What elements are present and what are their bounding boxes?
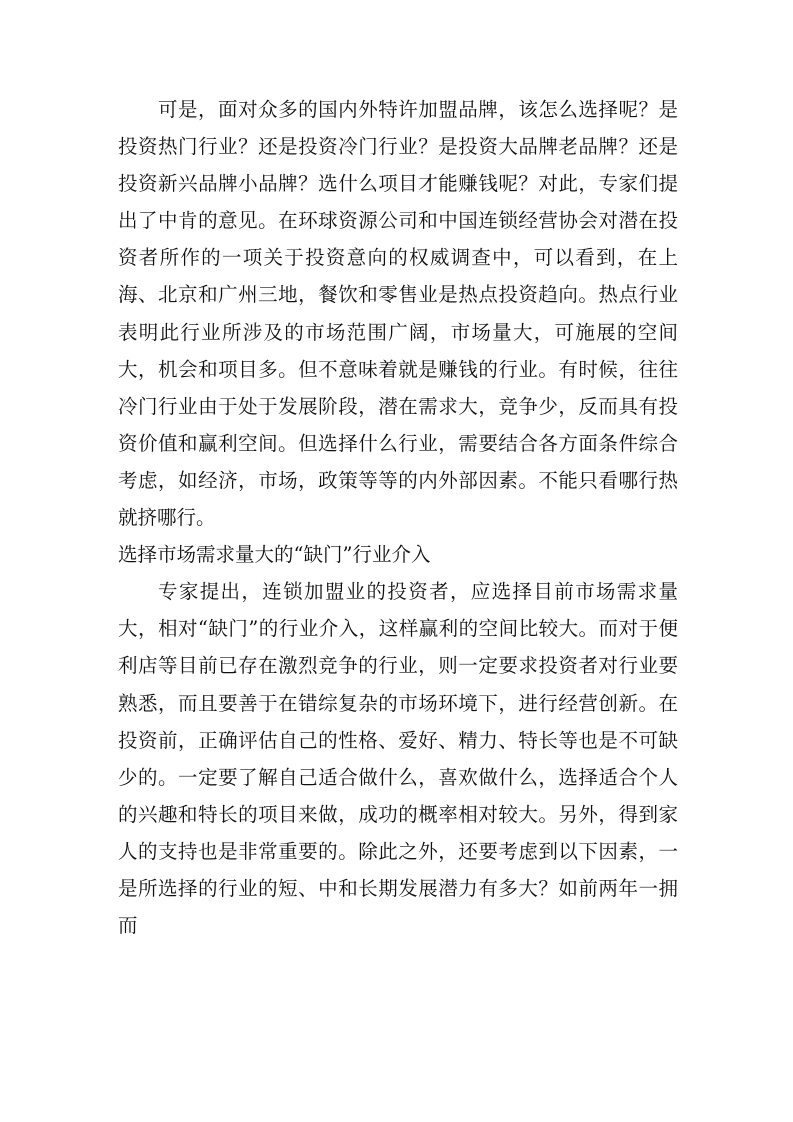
body-paragraph-2: 专家提出，连锁加盟业的投资者，应选择目前市场需求量大，相对“缺门”的行业介入，这样赢利的空间比较大。而对于便利店等目前已存在激烈竞争的行业，则一定要求投资者对行业要熟悉，而且要善于在错综复杂的市场环境下，进行经营创新。在投资前，正确评估自己的性格、爱好、精力、特长等也是不可缺少的。一定要了解自己适合做什么，喜欢做什么，选择适合个人的兴趣和特长的项目来做，成功的概率相对较大。另外，得到家人的支持也是非常重要的。除此之外，还要考虑到以下因素，一是所选择的行业的短、中和长期发展潜力有多大？如前两年一拥而 (118, 580, 678, 938)
document-page (118, 91, 678, 944)
body-paragraph-1: 可是，面对众多的国内外特许加盟品牌，该怎么选择呢？是投资热门行业？还是投资冷门行业？是投资大品牌老品牌？还是投资新兴品牌小品牌？选什么项目才能赚钱呢？对此，专家们提出了中肯的意见。在环球资源公司和中国连锁经营协会对潜在投资者所作的一项关于投资意向的权威调查中，可以看到，在上海、北京和广州三地，餐饮和零售业是热点投资趋向。热点行业表明此行业所涉及的市场范围广阔，市场量大，可施展的空间大，机会和项目多。但不意味着就是赚钱的行业。有时候，往往冷门行业由于处于发展阶段，潜在需求大，竞争少，反而具有投资价值和赢利空间。但选择什么行业，需要结合各方面条件综合考虑，如经济，市场，政策等等的内外部因素。不能只看哪行热就挤哪行。 (118, 98, 678, 530)
section-heading: 选择市场需求量大的“缺门”行业介入 (118, 543, 431, 567)
